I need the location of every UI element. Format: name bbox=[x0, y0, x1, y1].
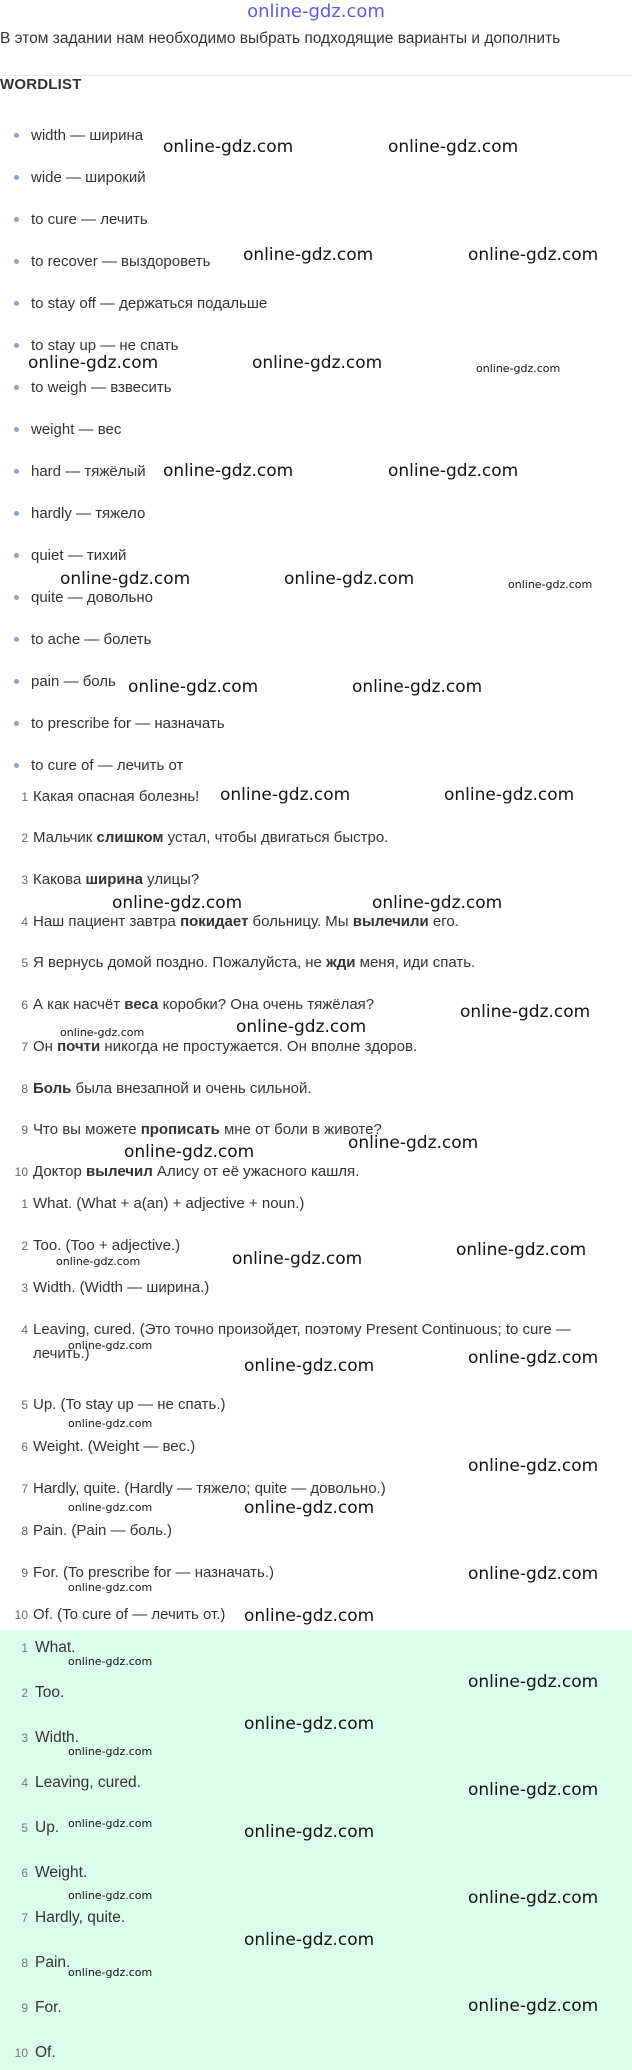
watermark: online-gdz.com bbox=[236, 1017, 367, 1037]
watermark: online-gdz.com bbox=[468, 1780, 599, 1800]
watermark: online-gdz.com bbox=[232, 1249, 363, 1269]
bullet-icon bbox=[14, 385, 19, 390]
watermark: online-gdz.com bbox=[284, 569, 415, 589]
watermark: online-gdz.com bbox=[468, 1996, 599, 2016]
watermark: online-gdz.com bbox=[468, 1348, 599, 1368]
watermark: online-gdz.com bbox=[468, 1456, 599, 1476]
watermark: online-gdz.com bbox=[456, 1240, 587, 1260]
watermark: online-gdz.com bbox=[468, 1564, 599, 1584]
watermark: online-gdz.com bbox=[68, 1581, 153, 1594]
watermark: online-gdz.com bbox=[68, 1417, 153, 1430]
answer-row: 1 What. bbox=[21, 1639, 76, 1656]
watermark: online-gdz.com bbox=[244, 1822, 375, 1842]
watermark: online-gdz.com bbox=[163, 461, 294, 481]
watermark: online-gdz.com bbox=[468, 1888, 599, 1908]
translation-row: 3 Какова ширина улицы? bbox=[21, 871, 200, 888]
watermark: online-gdz.com bbox=[508, 578, 593, 591]
bullet-icon bbox=[14, 637, 19, 642]
bullet-icon bbox=[14, 469, 19, 474]
wordlist-item: hard — тяжёлый bbox=[14, 461, 146, 483]
answer-row: 3 Width. bbox=[21, 1729, 79, 1746]
answer-row: 4 Leaving, cured. bbox=[21, 1774, 141, 1791]
bullet-icon bbox=[14, 721, 19, 726]
bullet-icon bbox=[14, 763, 19, 768]
bullet-icon bbox=[14, 217, 19, 222]
watermark: online-gdz.com bbox=[68, 1501, 153, 1514]
wordlist-item: weight — вес bbox=[14, 419, 121, 441]
wordlist-item: to recover — выздороветь bbox=[14, 251, 210, 273]
wordlist-item: to cure of — лечить от bbox=[14, 755, 183, 777]
bullet-icon bbox=[14, 511, 19, 516]
watermark: online-gdz.com bbox=[244, 1714, 375, 1734]
site-logo[interactable]: online-gdz.com bbox=[247, 1, 385, 22]
bullet-icon bbox=[14, 133, 19, 138]
watermark: online-gdz.com bbox=[476, 362, 561, 375]
watermark: online-gdz.com bbox=[56, 1255, 141, 1268]
watermark: online-gdz.com bbox=[460, 1002, 591, 1022]
bullet-icon bbox=[14, 679, 19, 684]
watermark: online-gdz.com bbox=[124, 1142, 255, 1162]
bullet-icon bbox=[14, 427, 19, 432]
watermark: online-gdz.com bbox=[244, 1930, 375, 1950]
explanation-row: 5 Up. (To stay up — не спать.) bbox=[21, 1396, 226, 1413]
wordlist-item: quite — довольно bbox=[14, 587, 153, 609]
watermark: online-gdz.com bbox=[68, 1339, 153, 1352]
watermark: online-gdz.com bbox=[244, 1498, 375, 1518]
explanation-row: 10 Of. (To cure of — лечить от.) bbox=[14, 1606, 226, 1623]
wordlist-item: to stay up — не спать bbox=[14, 335, 179, 357]
watermark: online-gdz.com bbox=[128, 677, 259, 697]
explanation-row: 2 Too. (Too + adjective.) bbox=[21, 1237, 181, 1254]
answer-row: 10 Of. bbox=[14, 2044, 56, 2061]
wordlist-item: to weigh — взвесить bbox=[14, 377, 172, 399]
watermark: online-gdz.com bbox=[348, 1133, 479, 1153]
wordlist-title: WORDLIST bbox=[0, 76, 82, 93]
watermark: online-gdz.com bbox=[388, 461, 519, 481]
watermark: online-gdz.com bbox=[68, 1966, 153, 1979]
explanation-row: 1 What. (What + a(an) + adjective + noun.) bbox=[21, 1195, 305, 1212]
wordlist-item: to cure — лечить bbox=[14, 209, 148, 231]
answer-row: 7 Hardly, quite. bbox=[21, 1909, 126, 1926]
bullet-icon bbox=[14, 595, 19, 600]
watermark: online-gdz.com bbox=[68, 1889, 153, 1902]
explanation-row: 8 Pain. (Pain — боль.) bbox=[21, 1522, 173, 1539]
watermark: online-gdz.com bbox=[244, 1356, 375, 1376]
answer-row: 5 Up. bbox=[21, 1819, 60, 1836]
watermark: online-gdz.com bbox=[112, 893, 243, 913]
watermark: online-gdz.com bbox=[444, 785, 575, 805]
watermark: online-gdz.com bbox=[28, 353, 159, 373]
watermark: online-gdz.com bbox=[68, 1655, 153, 1668]
divider bbox=[0, 75, 632, 76]
watermark: online-gdz.com bbox=[372, 893, 503, 913]
answer-row: 2 Too. bbox=[21, 1684, 65, 1701]
bullet-icon bbox=[14, 259, 19, 264]
wordlist-item: to ache — болеть bbox=[14, 629, 151, 651]
explanation-row: 9 For. (To prescribe for — назначать.) bbox=[21, 1564, 275, 1581]
watermark: online-gdz.com bbox=[252, 353, 383, 373]
wordlist-item: hardly — тяжело bbox=[14, 503, 145, 525]
wordlist-item: width — ширина bbox=[14, 125, 143, 147]
translation-row: 5 Я вернусь домой поздно. Пожалуйста, не жди меня, иди спать. bbox=[21, 954, 476, 971]
watermark: online-gdz.com bbox=[163, 137, 294, 157]
bullet-icon bbox=[14, 175, 19, 180]
translation-row: 7 Он почти никогда не простужается. Он вполне здоров. bbox=[21, 1038, 418, 1055]
bullet-icon bbox=[14, 301, 19, 306]
translation-row: 1 Какая опасная болезнь! bbox=[21, 788, 200, 805]
translation-row: 10 Доктор вылечил Алису от её ужасного кашля. bbox=[14, 1163, 360, 1180]
watermark: online-gdz.com bbox=[68, 1745, 153, 1758]
watermark: online-gdz.com bbox=[68, 1817, 153, 1830]
watermark: online-gdz.com bbox=[244, 1606, 375, 1626]
intro-text: В этом задании нам необходимо выбрать подходящие варианты и дополнить bbox=[0, 30, 561, 47]
wordlist-item: to prescribe for — назначать bbox=[14, 713, 225, 735]
translation-row: 8 Боль была внезапной и очень сильной. bbox=[21, 1080, 312, 1097]
wordlist-item: quiet — тихий bbox=[14, 545, 126, 567]
answer-row: 6 Weight. bbox=[21, 1864, 88, 1881]
watermark: online-gdz.com bbox=[220, 785, 351, 805]
translation-row: 2 Мальчик слишком устал, чтобы двигаться быстро. bbox=[21, 829, 389, 846]
explanation-row: 7 Hardly, quite. (Hardly — тяжело; quite — довольно.) bbox=[21, 1480, 386, 1497]
watermark: online-gdz.com bbox=[60, 1026, 145, 1039]
watermark: online-gdz.com bbox=[468, 245, 599, 265]
explanation-row: 4 Leaving, cured. (Это точно произойдет, поэтому Present Continuous; to cure — лечить.) bbox=[21, 1321, 571, 1362]
wordlist-item: to stay off — держаться подальше bbox=[14, 293, 267, 315]
answer-row: 8 Pain. bbox=[21, 1954, 71, 1971]
wordlist-item: wide — широкий bbox=[14, 167, 146, 189]
translation-row: 9 Что вы можете прописать мне от боли в животе? bbox=[21, 1121, 382, 1138]
bullet-icon bbox=[14, 343, 19, 348]
answer-row: 9 For. bbox=[21, 1999, 62, 2016]
watermark: online-gdz.com bbox=[243, 245, 374, 265]
watermark: online-gdz.com bbox=[468, 1672, 599, 1692]
translation-row: 6 А как насчёт веса коробки? Она очень тяжёлая? bbox=[21, 996, 375, 1013]
translation-row: 4 Наш пациент завтра покидает больницу. Мы вылечили его. bbox=[21, 913, 459, 930]
watermark: online-gdz.com bbox=[352, 677, 483, 697]
watermark: online-gdz.com bbox=[388, 137, 519, 157]
bullet-icon bbox=[14, 553, 19, 558]
wordlist-item: pain — боль bbox=[14, 671, 116, 693]
explanation-row: 3 Width. (Width — ширина.) bbox=[21, 1279, 210, 1296]
watermark: online-gdz.com bbox=[60, 569, 191, 589]
explanation-row: 6 Weight. (Weight — вес.) bbox=[21, 1438, 196, 1455]
